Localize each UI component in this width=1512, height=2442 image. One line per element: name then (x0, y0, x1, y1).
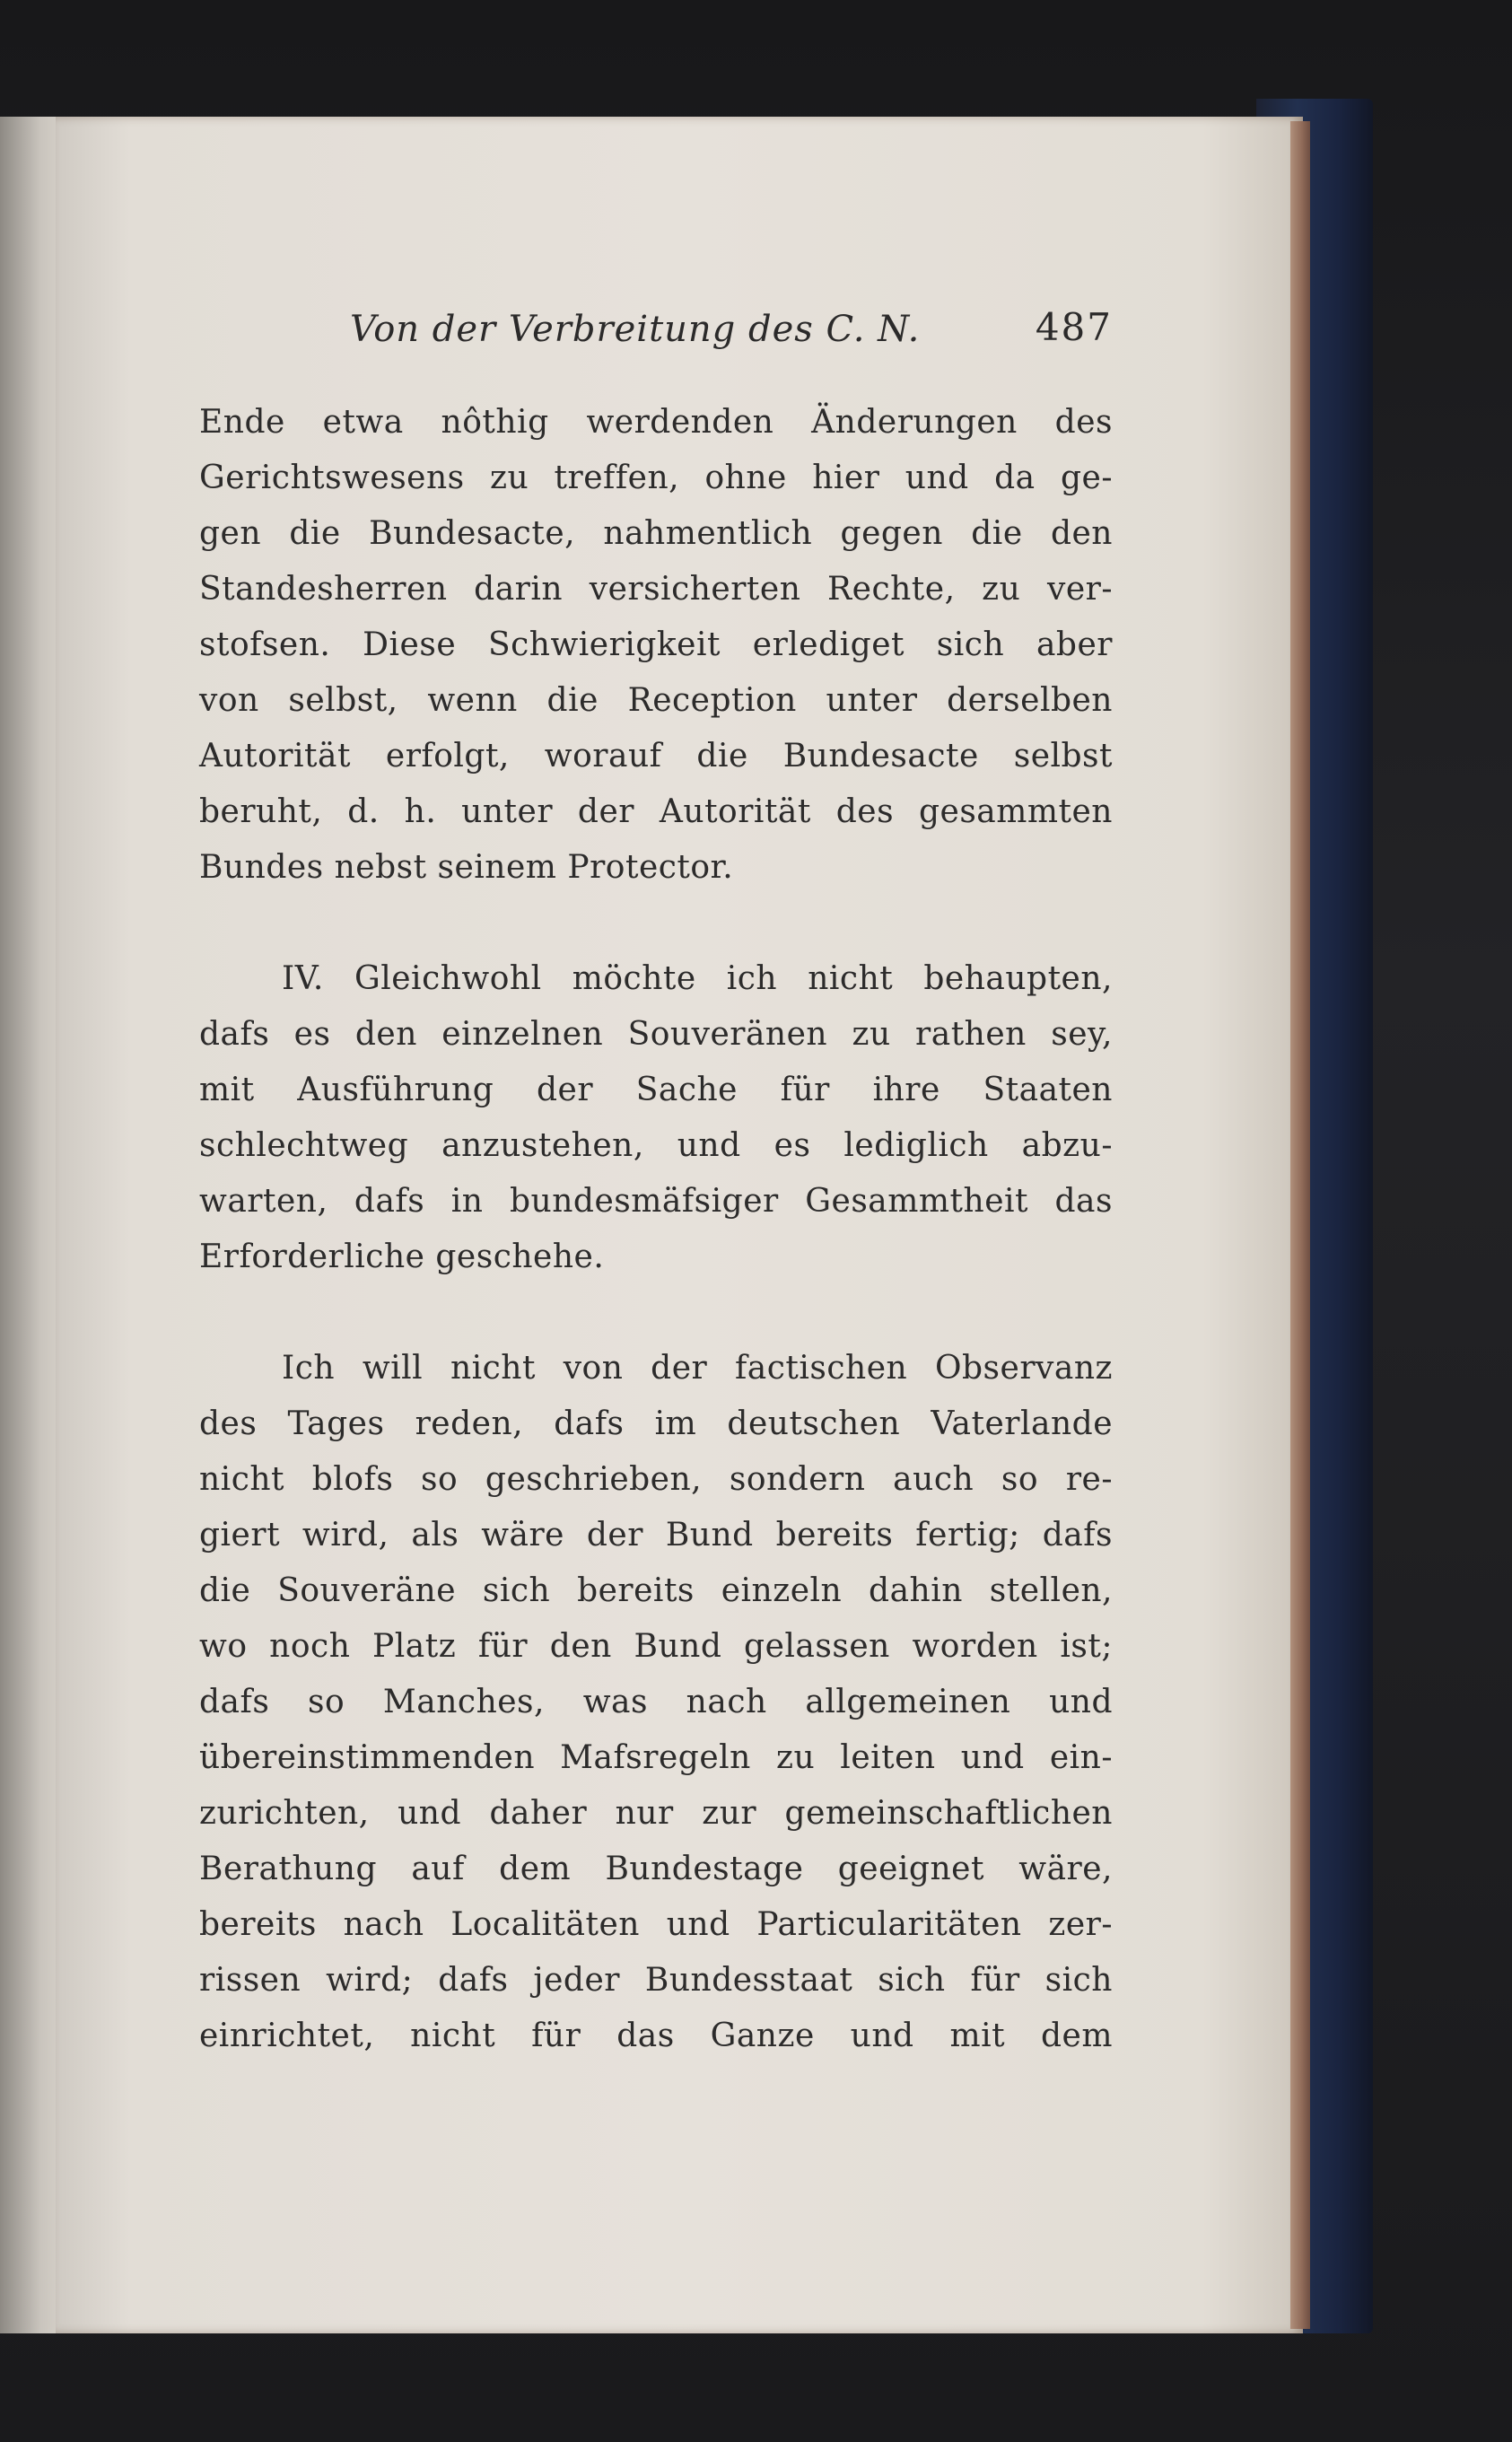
text-line: warten, dafs in bundesmäfsiger Gesammtheit das (199, 1183, 1113, 1220)
text-line: Bundes nebst seinem Protector. (199, 849, 734, 886)
text-line: die Souveräne sich bereits einzeln dahin stellen, (199, 1572, 1113, 1609)
text-line: Berathung auf dem Bundestage geeignet wäre, (199, 1851, 1113, 1887)
paragraph-3 (199, 1341, 1113, 2064)
paragraph-2 (199, 951, 1113, 1285)
text-line: schlechtweg anzustehen, und es lediglich abzu- (199, 1127, 1113, 1164)
text-line: giert wird, als wäre der Bund bereits fertig; dafs (199, 1517, 1113, 1554)
page-fore-edge (1290, 121, 1310, 2329)
text-line: Erforderliche geschehe. (199, 1239, 605, 1275)
text-line: rissen wird; dafs jeder Bundesstaat sich für sich (199, 1962, 1113, 1999)
text-line: Ende etwa nôthig werdenden Änderungen des (199, 404, 1113, 441)
paragraph-1 (199, 395, 1113, 896)
text-line: beruht, d. h. unter der Autorität des gesammten (199, 793, 1113, 830)
text-line: mit Ausführung der Sache für ihre Staaten (199, 1072, 1113, 1108)
running-title: Von der Verbreitung des C. N. (350, 309, 921, 350)
page-number: 487 (1035, 305, 1113, 349)
text-line: wo noch Platz für den Bund gelassen worden ist; (199, 1628, 1113, 1665)
text-line: Gerichtswesens zu treffen, ohne hier und da ge- (199, 460, 1113, 496)
text-line: dafs es den einzelnen Souveränen zu rathen sey, (199, 1016, 1113, 1053)
text-line: übereinstimmenden Mafsregeln zu leiten und ein- (199, 1739, 1113, 1776)
text-line: Ich will nicht von der factischen Observanz (282, 1350, 1113, 1387)
text-line: dafs so Manches, was nach allgemeinen und (199, 1684, 1113, 1720)
running-head (350, 305, 1113, 359)
text-line: des Tages reden, dafs im deutschen Vaterlande (199, 1405, 1113, 1442)
text-line: Autorität erfolgt, worauf die Bundesacte selbst (199, 738, 1113, 775)
text-line: gen die Bundesacte, nahmentlich gegen die den (199, 515, 1113, 552)
text-line: Standesherren darin versicherten Rechte, zu ver- (199, 571, 1113, 608)
text-line: bereits nach Localitäten und Particularitäten zer- (199, 1906, 1113, 1943)
text-line: stofsen. Diese Schwierigkeit erlediget sich aber (199, 626, 1113, 663)
text-line: IV. Gleichwohl möchte ich nicht behaupten, (282, 960, 1113, 997)
text-line: einrichtet, nicht für das Ganze und mit dem (199, 2017, 1113, 2054)
text-line: nicht blofs so geschrieben, sondern auch so re- (199, 1461, 1113, 1498)
paragraph-gap (199, 896, 1113, 951)
body-text (199, 395, 1113, 2064)
text-line: zurichten, und daher nur zur gemeinschaftlichen (199, 1795, 1113, 1832)
paragraph-gap (199, 1285, 1113, 1341)
text-line: von selbst, wenn die Reception unter derselben (199, 682, 1113, 719)
